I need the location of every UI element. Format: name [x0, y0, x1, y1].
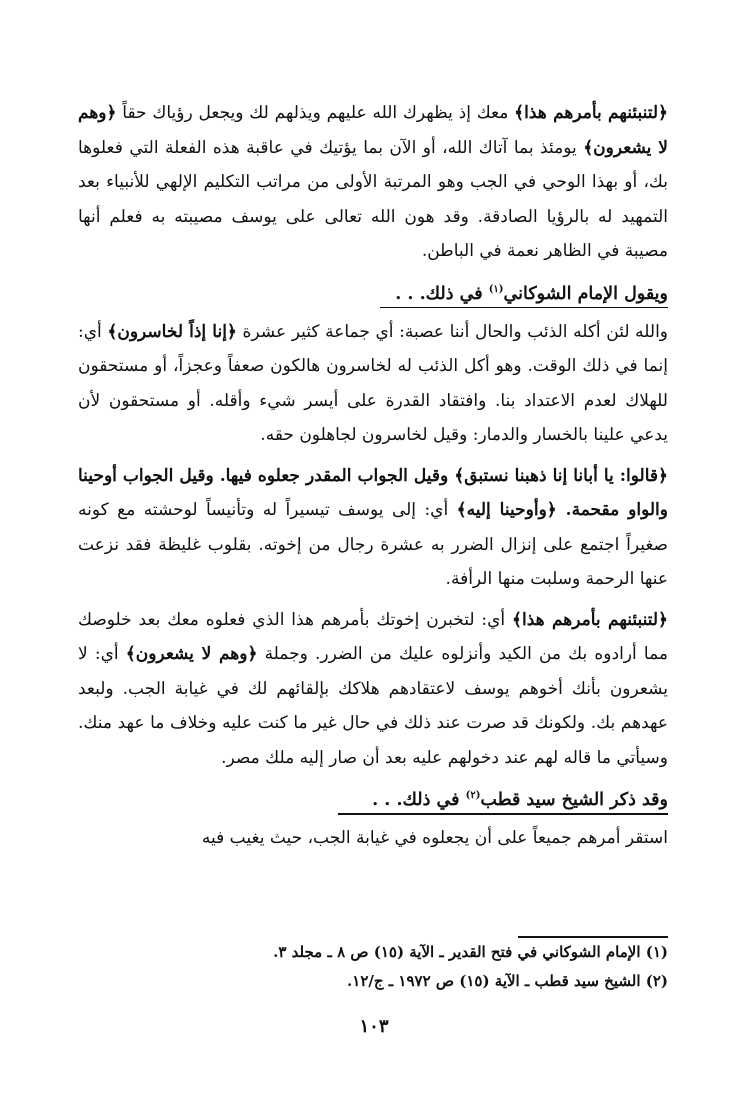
- page-number: ١٠٣: [359, 1016, 389, 1037]
- footnote-1: (١) الإمام الشوكاني في فتح القدير ـ الآية (١٥) ص ٨ ـ مجلد ٣.: [273, 943, 668, 961]
- text-run: يومئذ بما آتاك الله، أو الآن بما يؤتيك في عاقبة هذه الفعلة التي فعلوها بك، أو بهذا الوحي في الجب وهو المرتبة الأولى من مراتب التكليم الإلهي للأنبياء بعد التمهيد له بالرؤيا الصادقة. وقد هون الله تعالى على يوسف مصيبته به فعلم أنها مصيبة في الظاهر نعمة في الباطن.: [78, 137, 668, 261]
- footnotes: [78, 938, 668, 996]
- text-run: معك إذ يظهرك الله عليهم ويذلهم لك ويجعل رؤياك حقاً: [116, 103, 515, 123]
- heading-qutb-text: وقد ذكر الشيخ سيد قطب: [480, 789, 668, 810]
- quran-quote: ﴿قالوا: يا أبانا إنا ذهبنا نستبق﴾ وقيل الجواب المقدر جعلوه فيها. وقيل الجواب أوحينا والواو مقحمة. ﴿وأوحينا إليه﴾: [78, 465, 668, 520]
- heading-qutb-wrap: [78, 775, 668, 815]
- paragraph-2: [78, 315, 668, 453]
- heading-underline-2: [338, 813, 668, 815]
- quran-quote: ﴿وهم لا يشعرون﴾: [78, 103, 669, 158]
- heading-shawkani-wrap: [78, 269, 668, 309]
- heading-qutb-tail: في ذلك. . .: [372, 789, 466, 810]
- heading-underline-1: [380, 307, 668, 309]
- text-run: أي: إنما في ذلك الوقت. وهو أكل الذئب له لخاسرون هالكون صعفاً وعجزاً، أو مستحقون للهلاك لعدم الاعتداد بنا. وافتقاد القدرة على أيسر شيء وأقله. أو مستحقون لأن يدعي علينا بالخسار والدمار: وقيل لخاسرون لجاهلون حقه.: [78, 321, 668, 445]
- quran-quote: ﴿إنا إذاً لخاسرون﴾: [107, 321, 237, 342]
- heading-shawkani-tail: في ذلك. . .: [395, 283, 489, 304]
- paragraph-5: [78, 821, 668, 856]
- quran-quote: ﴿لتنبئنهم بأمرهم هذا﴾: [512, 609, 668, 630]
- text-run: استقر أمرهم جميعاً على أن يجعلوه في غيابة الجب، حيث يغيب فيه: [201, 828, 668, 848]
- text-run: أي: لتخبرن إخوتك بأمرهم هذا الذي فعلوه معك بعد خلوصك مما أرادوه بك من الكيد وأنزلوه عليك من الضرر. وجملة: [78, 609, 668, 664]
- footnote-2: (٢) الشيخ سيد قطب ـ الآية (١٥) ص ١٩٧٢ ـ ج/١٢.: [347, 972, 668, 990]
- paragraph-4: [78, 603, 668, 776]
- quran-quote: ﴿وهم لا يشعرون﴾: [125, 644, 258, 664]
- paragraph-1: [78, 96, 668, 269]
- quran-quote: ﴿لتنبئنهم بأمرهم هذا﴾: [514, 103, 668, 123]
- heading-shawkani-text: ويقول الإمام الشوكاني: [503, 283, 668, 304]
- text-run: والله لئن أكله الذئب والحال أننا عصبة: أي جماعة كثير عشرة: [236, 321, 668, 342]
- text-run: أي: لا يشعرون بأنك أخوهم يوسف لاعتقادهم هلاكك بإلقائهم لك في غيابة الجب. ولبعد عهدهم بك. ولكونك قد صرت عند ذلك في حال غير ما كنت عليه وخلاف ما عهد منك. وسيأتي ما قاله لهم عند دخولهم عليه بعد أن صار إليه ملك مصر.: [78, 644, 668, 768]
- paragraph-3: [78, 459, 668, 597]
- footnote-ref-1[interactable]: (١): [488, 283, 504, 295]
- text-run: أي: إلى يوسف تيسيراً له وتأنيساً لوحشته مع كونه صغيراً اجتمع على إنزال الضرر به عشرة رجال من إخوته. بقلوب غليظة فقد نزعت عنها الرحمة وسلبت منها الرأفة.: [78, 500, 668, 589]
- footnote-ref-2[interactable]: (٢): [465, 790, 481, 801]
